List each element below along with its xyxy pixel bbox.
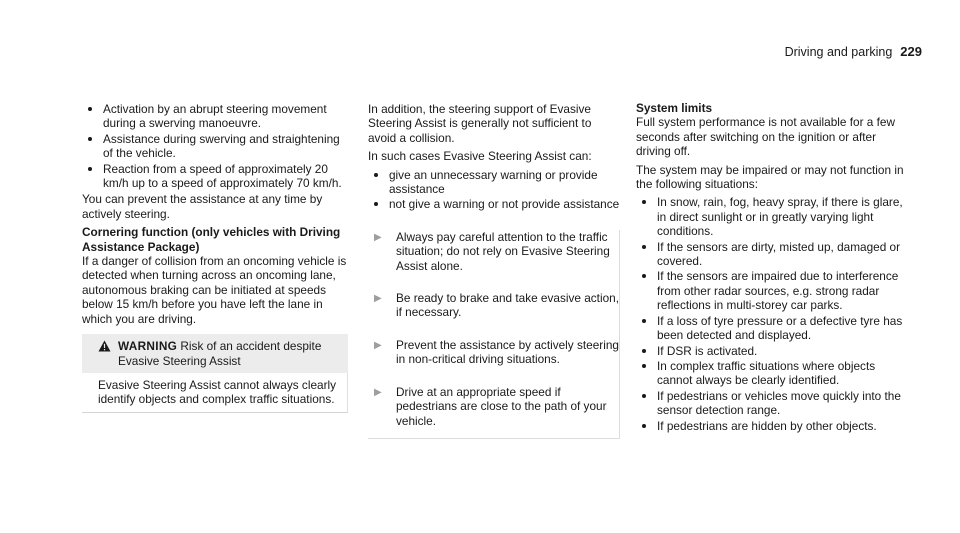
system-limits-heading: System limits [636, 101, 713, 115]
section-title: Driving and parking [784, 45, 893, 59]
note-arrow-icon: ▶ [374, 231, 382, 243]
list-item: not give a warning or not provide assistance [368, 197, 620, 211]
page-header [785, 44, 922, 59]
cases-list [368, 168, 620, 212]
cases-intro: In such cases Evasive Steering Assist can: [368, 149, 592, 164]
list-item: If pedestrians or vehicles move quickly into the sensor detection range. [636, 389, 906, 418]
feature-list [82, 102, 348, 190]
system-limits-intro: Full system performance is not available for a few seconds after switching on the ignition or after driving off. [636, 115, 895, 159]
note-text: Prevent the assistance by actively steering in non-critical driving situations. [396, 337, 619, 367]
note-item [368, 338, 619, 367]
list-item: In complex traffic situations where objects cannot always be clearly identified. [636, 359, 906, 388]
note-item [368, 385, 619, 428]
warning-header [82, 334, 348, 373]
list-item: If the sensors are impaired due to interference from other radar sources, e.g. strong radar reflections in multi-storey car parks. [636, 269, 906, 312]
warning-triangle-icon [98, 340, 111, 355]
list-item: give an unnecessary warning or provide assistance [368, 168, 620, 197]
cornering-heading: Cornering function (only vehicles with Driving Assistance Package) [82, 225, 341, 254]
list-item: If pedestrians are hidden by other objects. [636, 419, 906, 433]
prevent-text: You can prevent the assistance at any time by actively steering. [82, 192, 323, 221]
note-text: Drive at an appropriate speed if pedestrians are close to the path of your vehicle. [396, 384, 607, 428]
page-number: 229 [900, 44, 922, 59]
warning-title-text: Risk of an accident despite Evasive Steering Assist [118, 339, 322, 368]
note-arrow-icon: ▶ [374, 293, 382, 305]
list-item: Activation by an abrupt steering movement during a swerving manoeuvre. [82, 102, 348, 131]
column-right [636, 101, 906, 435]
list-item: If DSR is activated. [636, 344, 906, 358]
warning-body: Evasive Steering Assist cannot always clearly identify objects and complex traffic situations. [82, 373, 348, 412]
limits-list [636, 195, 906, 433]
note-text: Always pay careful attention to the traffic situation; do not rely on Evasive Steering Assist alone. [396, 229, 610, 273]
note-arrow-icon: ▶ [374, 339, 382, 351]
note-arrow-icon: ▶ [374, 386, 382, 398]
note-item [368, 230, 619, 273]
cornering-text: If a danger of collision from an oncoming vehicle is detected when turning across an oncoming lane, autonomous braking can be initiated at speeds below 15 km/h before you have left the lane in which you are driving. [82, 254, 347, 326]
intro-text: In addition, the steering support of Evasive Steering Assist is generally not sufficient to avoid a collision. [368, 102, 592, 145]
column-left [82, 102, 348, 413]
list-item: Reaction from a speed of approximately 20 km/h up to a speed of approximately 70 km/h. [82, 162, 348, 191]
list-item: If the sensors are dirty, misted up, damaged or covered. [636, 240, 906, 269]
note-text: Be ready to brake and take evasive action, if necessary. [396, 291, 619, 320]
list-item: In snow, rain, fog, heavy spray, if there is glare, in direct sunlight or in greatly varying light conditions. [636, 195, 906, 238]
notes-panel [368, 230, 620, 439]
column-middle [368, 102, 620, 439]
warning-box [82, 334, 348, 413]
list-item: If a loss of tyre pressure or a defective tyre has been detected and displayed. [636, 314, 906, 343]
note-item [368, 291, 619, 320]
impaired-intro: The system may be impaired or may not function in the following situations: [636, 162, 904, 192]
list-item: Assistance during swerving and straightening of the vehicle. [82, 132, 348, 161]
warning-label: WARNING [118, 339, 178, 354]
